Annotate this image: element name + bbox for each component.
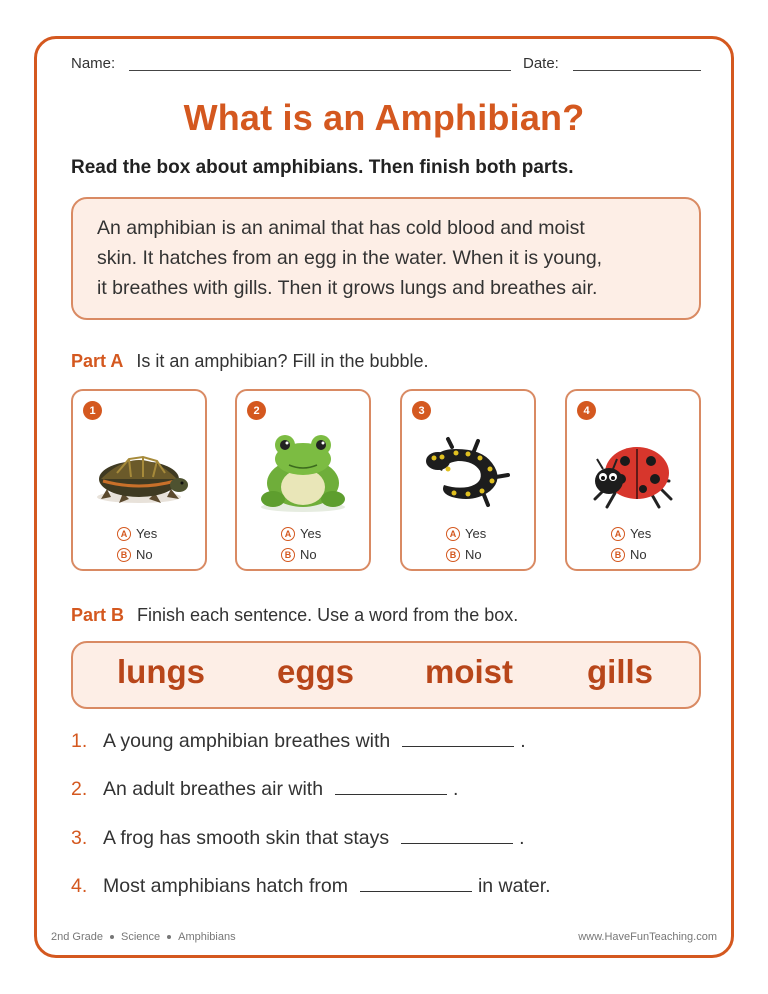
animal-cards [71,389,701,574]
bubble-a[interactable]: A [611,527,625,541]
card-number: 4 [577,401,596,420]
part-a-prompt: Is it an amphibian? Fill in the bubble. [136,351,429,371]
footer-site: www.HaveFunTeaching.com [578,931,717,943]
sentence-item [71,729,526,753]
frog-icon [247,427,359,515]
word-bank-item: lungs [117,653,205,690]
footer-topic: Amphibians [178,931,236,943]
sentence-item [71,777,458,801]
option-label: Yes [465,526,487,541]
page-title: What is an Amphibian? [183,97,585,138]
answer-options [281,523,321,565]
bullet-dot [110,935,114,939]
option-yes[interactable] [446,523,486,544]
word-bank [71,641,701,709]
sentence-item [71,874,551,898]
sentence-text: Most amphibians hatch from [103,875,348,897]
animal-card-1 [71,389,207,571]
animal-card-3 [400,389,536,571]
sentence-number: 1. [71,730,88,752]
option-no[interactable] [117,544,157,565]
part-b-prompt: Finish each sentence. Use a word from the box. [137,605,519,625]
sentence-text: An adult breathes air with [103,778,324,800]
bubble-a[interactable]: A [117,527,131,541]
option-label: Yes [136,526,158,541]
card-number: 1 [83,401,102,420]
answer-options [446,523,486,565]
info-box [71,197,701,320]
sentence-end: in water. [477,875,551,897]
name-date-header [71,53,697,77]
sentence-number: 3. [71,827,88,849]
bubble-b[interactable]: B [281,548,295,562]
sentence-end: . [519,827,525,849]
option-label: No [300,547,317,562]
bubble-a[interactable]: A [281,527,295,541]
bubble-b[interactable]: B [611,548,625,562]
info-line: An amphibian is an animal that has cold blood and moist [97,217,585,239]
instructions: Read the box about amphibians. Then finish both parts. [71,157,574,178]
part-b-tag: Part B [71,605,125,625]
worksheet-frame [34,36,734,958]
answer-blank[interactable] [401,826,513,844]
answer-blank[interactable] [402,729,514,747]
turtle-icon [83,427,195,515]
ladybug-icon [577,427,689,515]
option-label: No [136,547,153,562]
option-no[interactable] [446,544,486,565]
sentence-text: A young amphibian breathes with [103,730,391,752]
bubble-b[interactable]: B [117,548,131,562]
date-field[interactable] [573,70,701,71]
option-label: No [465,547,482,562]
part-b-heading [71,605,518,626]
part-a-heading [71,351,429,372]
option-label: Yes [630,526,652,541]
footer-grade: 2nd Grade [51,931,103,943]
sentence-text: A frog has smooth skin that stays [103,827,390,849]
word-bank-item: moist [425,653,514,690]
footer-tags [51,931,236,943]
animal-card-2 [235,389,371,571]
option-no[interactable] [281,544,321,565]
answer-options [117,523,157,565]
part-a-tag: Part A [71,351,124,371]
option-label: Yes [300,526,322,541]
name-field[interactable] [129,70,511,71]
bubble-a[interactable]: A [446,527,460,541]
answer-blank[interactable] [335,777,447,795]
option-no[interactable] [611,544,651,565]
sentence-number: 4. [71,875,88,897]
bubble-b[interactable]: B [446,548,460,562]
bullet-dot [167,935,171,939]
info-line: skin. It hatches from an egg in the water. When it is young, [97,247,603,269]
word-bank-item: eggs [277,653,355,690]
answer-blank[interactable] [360,874,472,892]
answer-options [611,523,651,565]
word-bank-item: gills [587,653,654,690]
sentence-item [71,826,525,850]
animal-card-4 [565,389,701,571]
card-number: 3 [412,401,431,420]
info-line: it breathes with gills. Then it grows lungs and breathes air. [97,277,598,299]
name-label: Name: [71,55,116,72]
card-number: 2 [247,401,266,420]
salamander-icon [412,427,524,515]
option-yes[interactable] [117,523,157,544]
option-yes[interactable] [611,523,651,544]
sentence-end: . [520,730,526,752]
option-label: No [630,547,647,562]
sentence-end: . [453,778,459,800]
sentence-number: 2. [71,778,88,800]
footer-subject: Science [120,931,161,943]
option-yes[interactable] [281,523,321,544]
date-label: Date: [523,55,559,72]
